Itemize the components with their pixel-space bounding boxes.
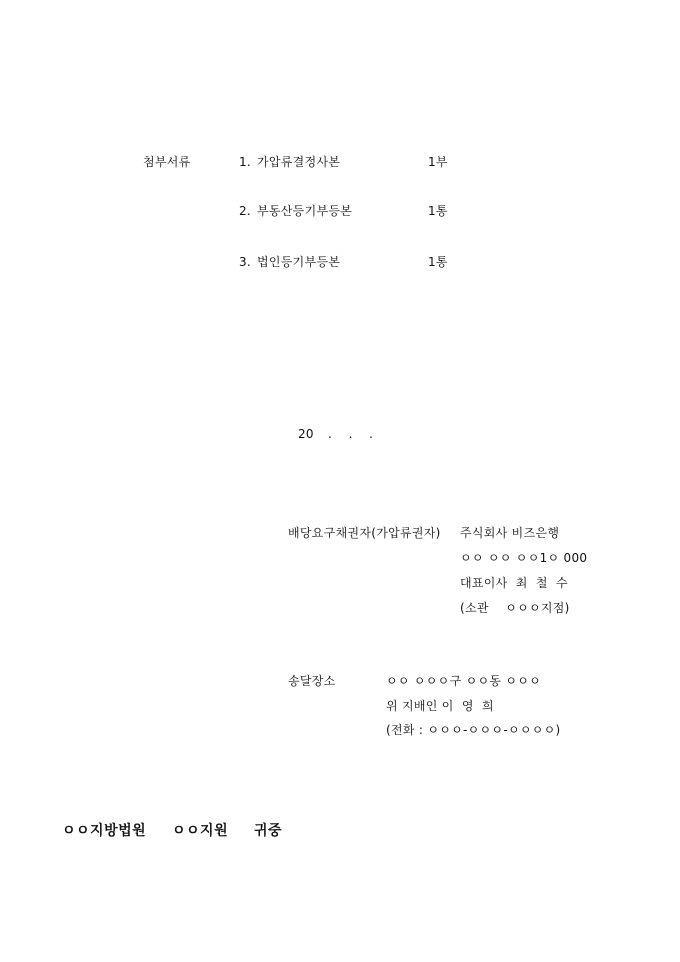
attachment-number: 3. (239, 255, 252, 269)
delivery-address: ㅇㅇ ㅇㅇㅇ구 ㅇㅇ동 ㅇㅇㅇ (386, 674, 542, 688)
court-branch: ㅇㅇ지원 (172, 823, 229, 839)
attachment-number: 1. (239, 155, 252, 169)
creditor-name: 주식회사 비즈은행 (460, 526, 560, 540)
attachment-name: 부동산등기부등본 (257, 204, 353, 218)
creditor-address: ㅇㅇ ㅇㅇ ㅇㅇ1ㅇ 000 (460, 551, 588, 565)
date-year: 20 (298, 427, 314, 441)
date-separators: . . . (328, 427, 374, 441)
addressee-suffix: 귀중 (254, 823, 283, 839)
creditor-representative: 대표이사 최 철 수 (460, 576, 568, 590)
creditor-branch: (소관 ㅇㅇㅇ지점) (460, 601, 570, 615)
delivery-manager: 위 지배인 이 영 희 (386, 699, 494, 713)
attachment-qty: 1통 (428, 204, 448, 218)
attachment-qty: 1통 (428, 255, 448, 269)
attachments-heading: 첨부서류 (143, 155, 191, 169)
attachment-qty: 1부 (428, 155, 448, 169)
attachment-name: 가압류결정사본 (257, 155, 341, 169)
creditor-label: 배당요구채권자(가압류권자) (288, 526, 441, 540)
delivery-label: 송달장소 (288, 674, 336, 688)
attachment-number: 2. (239, 204, 252, 218)
attachment-name: 법인등기부등본 (257, 255, 341, 269)
court-name: ㅇㅇ지방법원 (62, 823, 147, 839)
delivery-phone: (전화 : ㅇㅇㅇ-ㅇㅇㅇ-ㅇㅇㅇㅇ) (386, 723, 561, 737)
